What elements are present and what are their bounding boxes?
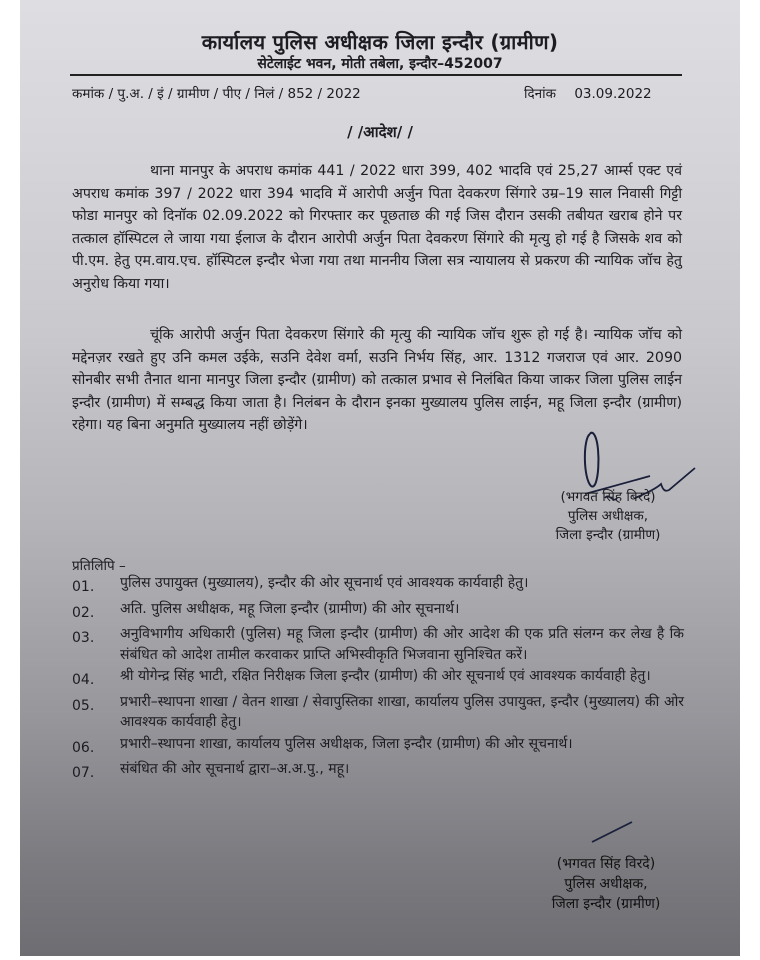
copy-item <box>72 734 684 759</box>
signatory-1-district: जिला इन्दौर (ग्रामीण) <box>555 527 661 543</box>
copy-number: 03. <box>72 630 95 646</box>
copies-list <box>72 573 684 785</box>
copy-text: प्रभारी–स्थापना शाखा / वेतन शाखा / सेवापुस्तिका शाखा, कार्यालय पुलिस उपायुक्त, इन्दौर (मुख्यालय) की ओर आवश्यक कार्यवाही हेतु। <box>120 693 684 730</box>
copy-item <box>72 573 684 598</box>
document-page <box>20 0 740 956</box>
copy-text: श्री योगेन्द्र सिंह भाटी, रक्षित निरीक्षक जिला इन्दौर (ग्रामीण) की ओर सूचनार्थ एवं आवश्यक कार्यवाही हेतु। <box>120 668 651 684</box>
copy-text: अति. पुलिस अधीक्षक, महू जिला इन्दौर (ग्रामीण) की ओर सूचनार्थ। <box>120 600 460 617</box>
copy-item <box>72 692 684 733</box>
signatory-1-designation: पुलिस अधीक्षक, <box>567 508 649 524</box>
order-heading: / /आदेश/ / <box>347 123 413 141</box>
date-value: 03.09.2022 <box>574 86 652 102</box>
signatory-2-designation: पुलिस अधीक्षक, <box>564 876 648 892</box>
copy-number: 02. <box>72 604 95 621</box>
copy-number: 04. <box>72 672 95 688</box>
copy-text: प्रभारी–स्थापना शाखा, कार्यालय पुलिस अधीक्षक, जिला इन्दौर (ग्रामीण) की ओर सूचनार्थ। <box>120 735 573 752</box>
copy-item <box>72 666 684 691</box>
copy-text: संबंधित की ओर सूचनार्थ द्वारा–अ.अ.पु., महू। <box>120 761 350 777</box>
office-title: कार्यालय पुलिस अधीक्षक जिला इन्दौर (ग्रामीण) <box>201 30 559 54</box>
signature-block-2 <box>516 854 696 914</box>
signatory-1-name: (भगवत सिंह बिरदे) <box>560 489 656 505</box>
order-paragraph-2: चूंकि आरोपी अर्जुन पिता देवकरण सिंगारे की मृत्यु की न्यायिक जॉच शुरू हो गई है। न्यायिक जॉच को मद्देनज़र रखते हुए उनि कमल उईके, सउनि देवेश वर्मा, सउनि निर्भय सिंह, आर. 1312 गजराज एवं आर. 2090 सोनबीर सभी तैनात थाना मानपुर जिला इन्दौर (ग्रामीण) को तत्काल प्रभाव से निलंबित किया जाकर जिला पुलिस लाईन इन्दौर (ग्रामीण) में सम्बद्ध किया जाता है। निलंबन के दौरान इनका मुख्यालय पुलिस लाईन, महू जिला इन्दौर (ग्रामीण) रहेगा। यह बिना अनुमति मुख्यालय नहीं छोड़ेंगे। <box>72 327 682 433</box>
copy-item <box>72 599 684 624</box>
order-date <box>524 84 652 102</box>
date-label: दिनांक <box>524 86 557 102</box>
copy-item <box>72 759 684 784</box>
copy-text: अनुविभागीय अधिकारी (पुलिस) महू जिला इन्दौर (ग्रामीण) की ओर आदेश की एक प्रति संलग्न कर लेख है कि संबंधित को आदेश तामील करवाकर प्राप्ति अभिस्वीकृति भिजवाना सुनिश्चित करें। <box>120 626 684 663</box>
reference-number: कमांक / पु.अ. / इं / ग्रामीण / पीए / निलं / 852 / 2022 <box>72 86 361 102</box>
office-address: सेटेलाईट भवन, मोती तबेला, इन्दौर–452007 <box>257 56 503 72</box>
signature-block-1 <box>508 488 708 545</box>
signatory-2-district: जिला इन्दौर (ग्रामीण) <box>551 896 661 912</box>
copy-number: 07. <box>72 765 95 781</box>
order-paragraph-1: थाना मानपुर के अपराध कमांक 441 / 2022 धारा 399, 402 भादवि एवं 25,27 आर्म्स एक्ट एवं अपराध कमांक 397 / 2022 धारा 394 भादवि में आरोपी अर्जुन पिता देवकरण सिंगारे उम्र–19 साल निवासी गिट्टी फोडा मानपुर को दिनॉक 02.09.2022 को गिरफ्तार कर पूछताछ की गई जिस दौरान उसकी तबीयत खराब होने पर तत्काल हॉस्पिटल ले जाया गया ईलाज के दौरान आरोपी अर्जुन पिता देवकरण सिंगारे की मृत्यु हो गई है जिसके शव को पी.एम. हेतु एम.वाय.एच. हॉस्पिटल इन्दौर भेजा गया तथा माननीय जिला सत्र न्यायालय से प्रकरण की न्यायिक जॉच हेतु अनुरोध किया गया। <box>72 163 682 292</box>
copy-number: 05. <box>72 697 95 714</box>
copies-label: प्रतिलिपि – <box>72 558 126 574</box>
copy-text: पुलिस उपायुक्त (मुख्यालय), इन्दौर की ओर सूचनार्थ एवं आवश्यक कार्यवाही हेतु। <box>120 575 529 591</box>
signatory-2-name: (भगवत सिंह विरदे) <box>556 856 656 872</box>
header-divider <box>70 74 682 76</box>
signature-scribble-2 <box>588 816 638 846</box>
copy-item <box>72 624 684 665</box>
copy-number: 01. <box>72 579 95 595</box>
copy-number: 06. <box>72 739 95 756</box>
